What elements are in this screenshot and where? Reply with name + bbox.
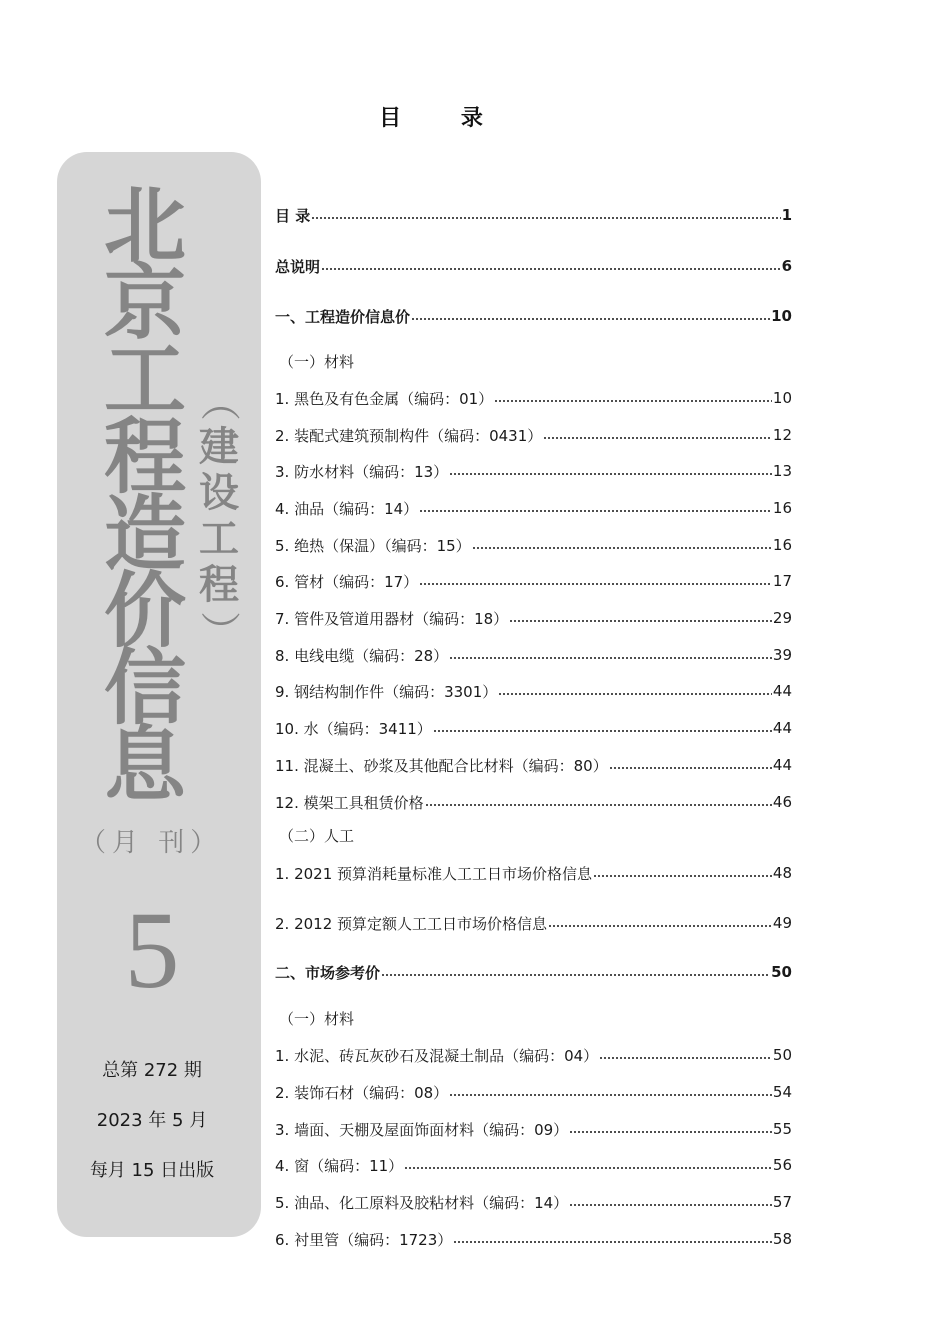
publish-day: 每月 15 日出版 [89,1160,215,1181]
toc-entry[interactable] [275,387,792,409]
toc-entry-page: 10 [772,389,792,407]
toc-entry-page: 44 [772,682,792,700]
toc-entry-page: 13 [772,462,792,480]
toc-entry-label: 9. 钢结构制作件（编码：3301） [275,682,498,701]
dot-leader [453,1241,772,1243]
dot-leader [494,400,772,402]
journal-title-char: 信 [103,640,186,736]
toc-entry-label: 4. 油品（编码：14） [275,499,419,518]
toc-entry-page: 16 [772,536,792,554]
toc-entry[interactable] [275,717,792,739]
toc-entry-page: 54 [772,1083,792,1101]
toc-entry-part2[interactable] [275,961,792,983]
toc-entry[interactable] [275,497,792,519]
toc-entry-label: 1. 黑色及有色金属（编码：01） [275,389,494,408]
journal-title-char: 程 [103,409,186,505]
toc-entry-page: 17 [772,572,792,590]
journal-title-char: 造 [103,486,186,582]
toc-entry[interactable] [275,680,792,702]
journal-title-char: 京 [103,255,186,351]
subtitle-char: 设 [199,469,239,516]
subtitle-char: 工 [199,515,239,562]
toc-entry-page: 56 [772,1156,792,1174]
toc-entry-page: 10 [771,307,792,325]
toc-entry[interactable] [275,862,792,884]
toc-entry-label: 一、工程造价信息价 [275,307,411,326]
dot-leader [404,1167,772,1169]
toc-entry-label: 1. 水泥、砖瓦灰砂石及混凝土制品（编码：04） [275,1046,599,1065]
toc-entry[interactable] [275,1118,792,1140]
dot-leader [472,547,772,549]
dot-leader [609,767,772,769]
toc-entry[interactable] [275,424,792,446]
toc-entry-label: 7. 管件及管道用器材（编码：18） [275,609,509,628]
dot-leader [425,804,772,806]
toc-entry[interactable] [275,570,792,592]
toc-entry-label: 2. 装配式建筑预制构件（编码：0431） [275,426,543,445]
journal-title-char: 工 [103,332,186,428]
toc-entry-label: 10. 水（编码：3411） [275,719,432,738]
dot-leader [509,620,772,622]
dot-leader [433,730,772,732]
dot-leader [449,473,772,475]
toc-entry-label: 2. 2012 预算定额人工工日市场价格信息 [275,914,548,933]
toc-entry-page: 55 [772,1120,792,1138]
journal-title-char: 价 [103,563,186,659]
toc-entry-page: 46 [772,793,792,811]
toc-entry-label: 3. 防水材料（编码：13） [275,462,449,481]
toc-entry-page: 12 [772,426,792,444]
dot-leader [321,268,781,270]
toc-entry[interactable] [275,1044,792,1066]
toc-entry[interactable] [275,1154,792,1176]
dot-leader [449,657,772,659]
toc-entry-page: 16 [772,499,792,517]
toc-entry-label: 5. 油品、化工原料及胶粘材料（编码：14） [275,1193,569,1212]
toc-entry-label: 12. 模架工具租赁价格 [275,793,424,812]
toc-entry-page: 1 [781,206,792,224]
toc-subheading-materials: （一）材料 [279,1010,355,1028]
toc-entry-part1[interactable] [275,305,792,327]
page-title: 目 录 [379,106,509,131]
subtitle-char: 程 [199,561,239,608]
toc-entry-label: 8. 电线电缆（编码：28） [275,646,449,665]
toc-entry-general[interactable] [275,255,792,277]
dot-leader [543,437,772,439]
dot-leader [381,974,770,976]
toc-entry-page: 6 [781,257,792,275]
dot-leader [569,1204,772,1206]
subtitle-char: （ [196,381,242,421]
toc-entry-label: 二、市场参考价 [275,963,381,982]
toc-entry-label: 11. 混凝土、砂浆及其他配合比材料（编码：80） [275,756,608,775]
toc-entry[interactable] [275,607,792,629]
toc-entry-label: 4. 窗（编码：11） [275,1156,404,1175]
toc-entry-label: 6. 衬里管（编码：1723） [275,1230,453,1249]
toc-entry-label: 3. 墙面、天棚及屋面饰面材料（编码：09） [275,1120,569,1139]
toc-entry-label: 总说明 [275,257,321,276]
toc-entry-page: 50 [771,963,792,981]
toc-entry-page: 44 [772,719,792,737]
dot-leader [569,1131,772,1133]
journal-title-char: 北 [103,178,186,274]
issue-number: 5 [124,889,180,1011]
toc-entry[interactable] [275,912,792,934]
dot-leader [419,510,772,512]
toc-entry-page: 49 [772,914,792,932]
toc-entry-page: 39 [772,646,792,664]
monthly-label: （月 刊） [80,828,223,858]
toc-entry[interactable] [275,791,792,813]
toc-entry-label: 5. 绝热（保温）（编码：15） [275,536,471,555]
dot-leader [498,693,772,695]
toc-entry-label: 2. 装饰石材（编码：08） [275,1083,449,1102]
toc-entry[interactable] [275,1228,792,1250]
dot-leader [548,925,772,927]
subtitle-char: ） [196,611,242,651]
toc-entry-label: 目 录 [275,206,311,225]
journal-title-char: 息 [103,717,186,813]
toc-entry-page: 44 [772,756,792,774]
dot-leader [599,1057,772,1059]
toc-subheading-materials: （一）材料 [279,353,355,371]
dot-leader [419,583,772,585]
toc-subheading-labor: （二）人工 [279,827,355,845]
toc-entry-catalog[interactable] [275,204,792,226]
dot-leader [411,318,770,320]
total-issue: 总第 272 期 [102,1060,202,1081]
toc-entry-page: 57 [772,1193,792,1211]
toc-entry-page: 29 [772,609,792,627]
toc-entry-page: 50 [772,1046,792,1064]
journal-subtitle [194,378,244,654]
toc-entry-label: 1. 2021 预算消耗量标准人工工日市场价格信息 [275,864,593,883]
toc-entry[interactable] [275,754,792,776]
dot-leader [593,875,772,877]
issue-date: 2023 年 5 月 [96,1110,208,1131]
toc-entry[interactable] [275,1191,792,1213]
toc-entry-page: 58 [772,1230,792,1248]
journal-title [98,178,192,813]
toc-entry[interactable] [275,644,792,666]
subtitle-char: 建 [199,423,239,470]
toc-entry[interactable] [275,460,792,482]
toc-entry-label: 6. 管材（编码：17） [275,572,419,591]
toc-entry[interactable] [275,1081,792,1103]
toc-entry[interactable] [275,534,792,556]
toc-entry-page: 48 [772,864,792,882]
dot-leader [311,217,780,219]
dot-leader [449,1094,772,1096]
